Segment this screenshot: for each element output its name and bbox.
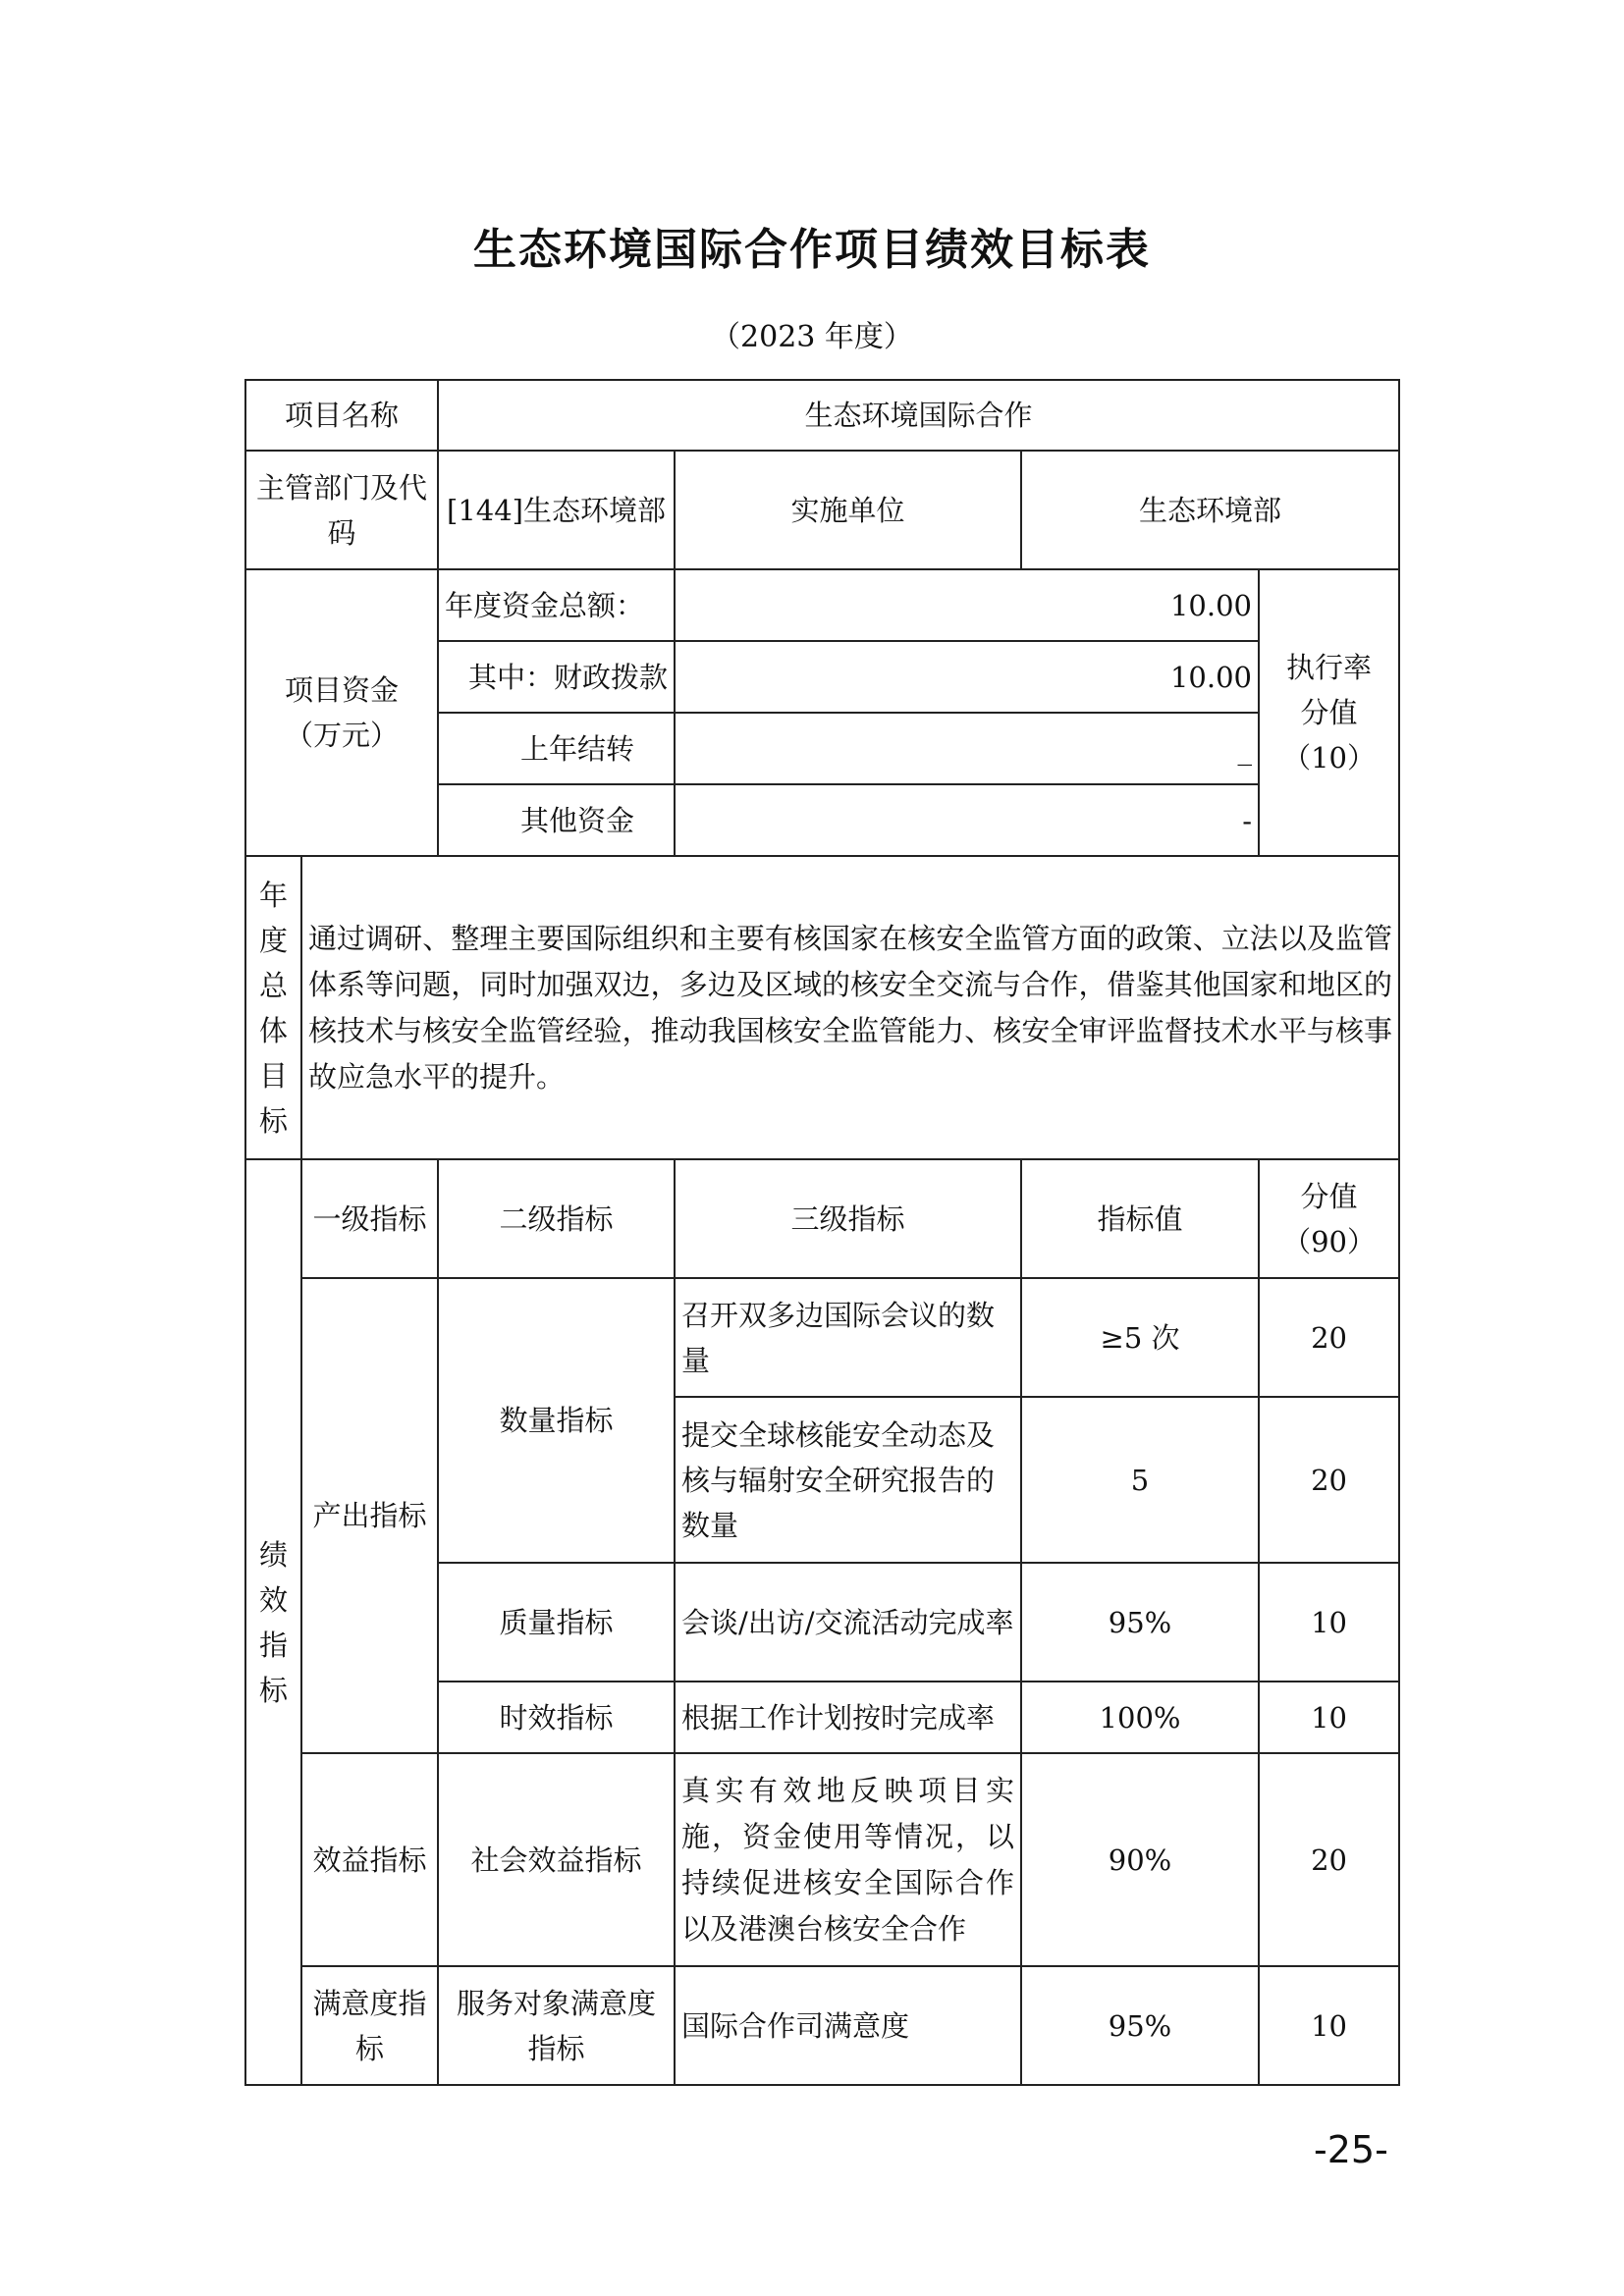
- satisfaction-level2: 服务对象满意度指标: [438, 1966, 675, 2085]
- goal-row: [245, 856, 1399, 1159]
- funds-label-line2: （万元）: [285, 719, 400, 752]
- header-value: 指标值: [1021, 1159, 1259, 1278]
- quality-level2: 质量指标: [438, 1563, 675, 1682]
- output-level1: 产出指标: [301, 1278, 438, 1753]
- goal-label-char: 年: [258, 878, 288, 912]
- benefit-level3: 真实有效地反映项目实施，资金使用等情况，以持续促进核安全国际合作以及港澳台核安全合作: [675, 1753, 1021, 1966]
- satisfaction-value: 95%: [1021, 1966, 1259, 2085]
- execution-rate-score: 分值（10）: [1282, 696, 1376, 774]
- timeliness-level3: 根据工作计划按时完成率: [675, 1682, 1021, 1753]
- performance-label-char: 效: [258, 1582, 288, 1617]
- performance-indicator-label: [245, 1159, 301, 2085]
- header-score: [1259, 1159, 1399, 1278]
- indicator-row: [245, 1278, 1399, 1397]
- performance-label-char: 标: [258, 1673, 288, 1707]
- benefit-score: 20: [1259, 1753, 1399, 1966]
- quantity-item-1-score: 20: [1259, 1278, 1399, 1397]
- indicator-row: [245, 1753, 1399, 1966]
- quality-score: 10: [1259, 1563, 1399, 1682]
- timeliness-value: 100%: [1021, 1682, 1259, 1753]
- performance-label-char: 绩: [258, 1537, 288, 1572]
- indicator-header-row: [245, 1159, 1399, 1278]
- project-name-value: 生态环境国际合作: [438, 380, 1399, 451]
- quantity-item-2-value: 5: [1021, 1397, 1259, 1563]
- quantity-item-1-value: ≥5 次: [1021, 1278, 1259, 1397]
- funds-fiscal-label: 其中：财政拨款: [438, 641, 675, 713]
- funds-label-line1: 项目资金: [285, 673, 400, 707]
- department-label: 主管部门及代码: [245, 451, 438, 569]
- header-level2: 二级指标: [438, 1159, 675, 1278]
- funds-carryover-value: _: [675, 713, 1259, 784]
- page-title: 生态环境国际合作项目绩效目标表: [473, 225, 1151, 275]
- execution-rate-cell: [1259, 569, 1399, 856]
- satisfaction-level1: 满意度指标: [301, 1966, 438, 2085]
- benefit-level2: 社会效益指标: [438, 1753, 675, 1966]
- goal-label-char: 度: [258, 923, 288, 957]
- funds-other-label: 其他资金: [438, 784, 675, 856]
- implementing-unit-value: 生态环境部: [1021, 451, 1399, 569]
- department-row: [245, 451, 1399, 569]
- header-level3: 三级指标: [675, 1159, 1021, 1278]
- quantity-item-2-score: 20: [1259, 1397, 1399, 1563]
- benefit-level1: 效益指标: [301, 1753, 438, 1966]
- project-name-row: [245, 380, 1399, 451]
- satisfaction-level3: 国际合作司满意度: [675, 1966, 1021, 2085]
- execution-rate-label: 执行率: [1286, 651, 1373, 684]
- funds-total-label: 年度资金总额：: [438, 569, 675, 641]
- department-value: [144]生态环境部: [438, 451, 675, 569]
- quality-value: 95%: [1021, 1563, 1259, 1682]
- quantity-item-1-level3: 召开双多边国际会议的数量: [675, 1278, 1021, 1397]
- goal-label-char: 目: [258, 1058, 288, 1093]
- header-level1: 一级指标: [301, 1159, 438, 1278]
- goal-label-char: 总: [258, 968, 288, 1002]
- header-score-line1: 分值: [1300, 1179, 1358, 1213]
- timeliness-score: 10: [1259, 1682, 1399, 1753]
- quantity-item-2-level3: 提交全球核能安全动态及核与辐射安全研究报告的数量: [675, 1397, 1021, 1563]
- performance-label-char: 指: [258, 1628, 288, 1662]
- header-score-line2: （90）: [1282, 1224, 1376, 1258]
- goal-text: 通过调研、整理主要国际组织和主要有核国家在核安全监管方面的政策、立法以及监管体系等问题，同时加强双边，多边及区域的核安全交流与合作，借鉴其他国家和地区的核技术与核安全监管经验，推动我国核安全监管能力、核安全审评监督技术水平与核事故应急水平的提升。: [301, 856, 1399, 1159]
- funds-row: [245, 569, 1399, 641]
- timeliness-level2: 时效指标: [438, 1682, 675, 1753]
- goal-label-char: 体: [258, 1013, 288, 1047]
- quality-level3: 会谈/出访/交流活动完成率: [675, 1563, 1021, 1682]
- funds-label: [245, 569, 438, 856]
- funds-other-value: -: [675, 784, 1259, 856]
- page-subtitle: （2023 年度）: [711, 320, 913, 354]
- performance-target-table: [244, 379, 1400, 2086]
- project-name-label: 项目名称: [245, 380, 438, 451]
- benefit-value: 90%: [1021, 1753, 1259, 1966]
- goal-label-char: 标: [258, 1103, 288, 1138]
- funds-carryover-label: 上年结转: [438, 713, 675, 784]
- funds-total-value: 10.00: [675, 569, 1259, 641]
- quantity-level2: 数量指标: [438, 1278, 675, 1563]
- page-number: -25-: [1314, 2128, 1388, 2171]
- satisfaction-score: 10: [1259, 1966, 1399, 2085]
- implementing-unit-label: 实施单位: [675, 451, 1021, 569]
- indicator-row: [245, 1966, 1399, 2085]
- funds-fiscal-value: 10.00: [675, 641, 1259, 713]
- goal-label: [245, 856, 301, 1159]
